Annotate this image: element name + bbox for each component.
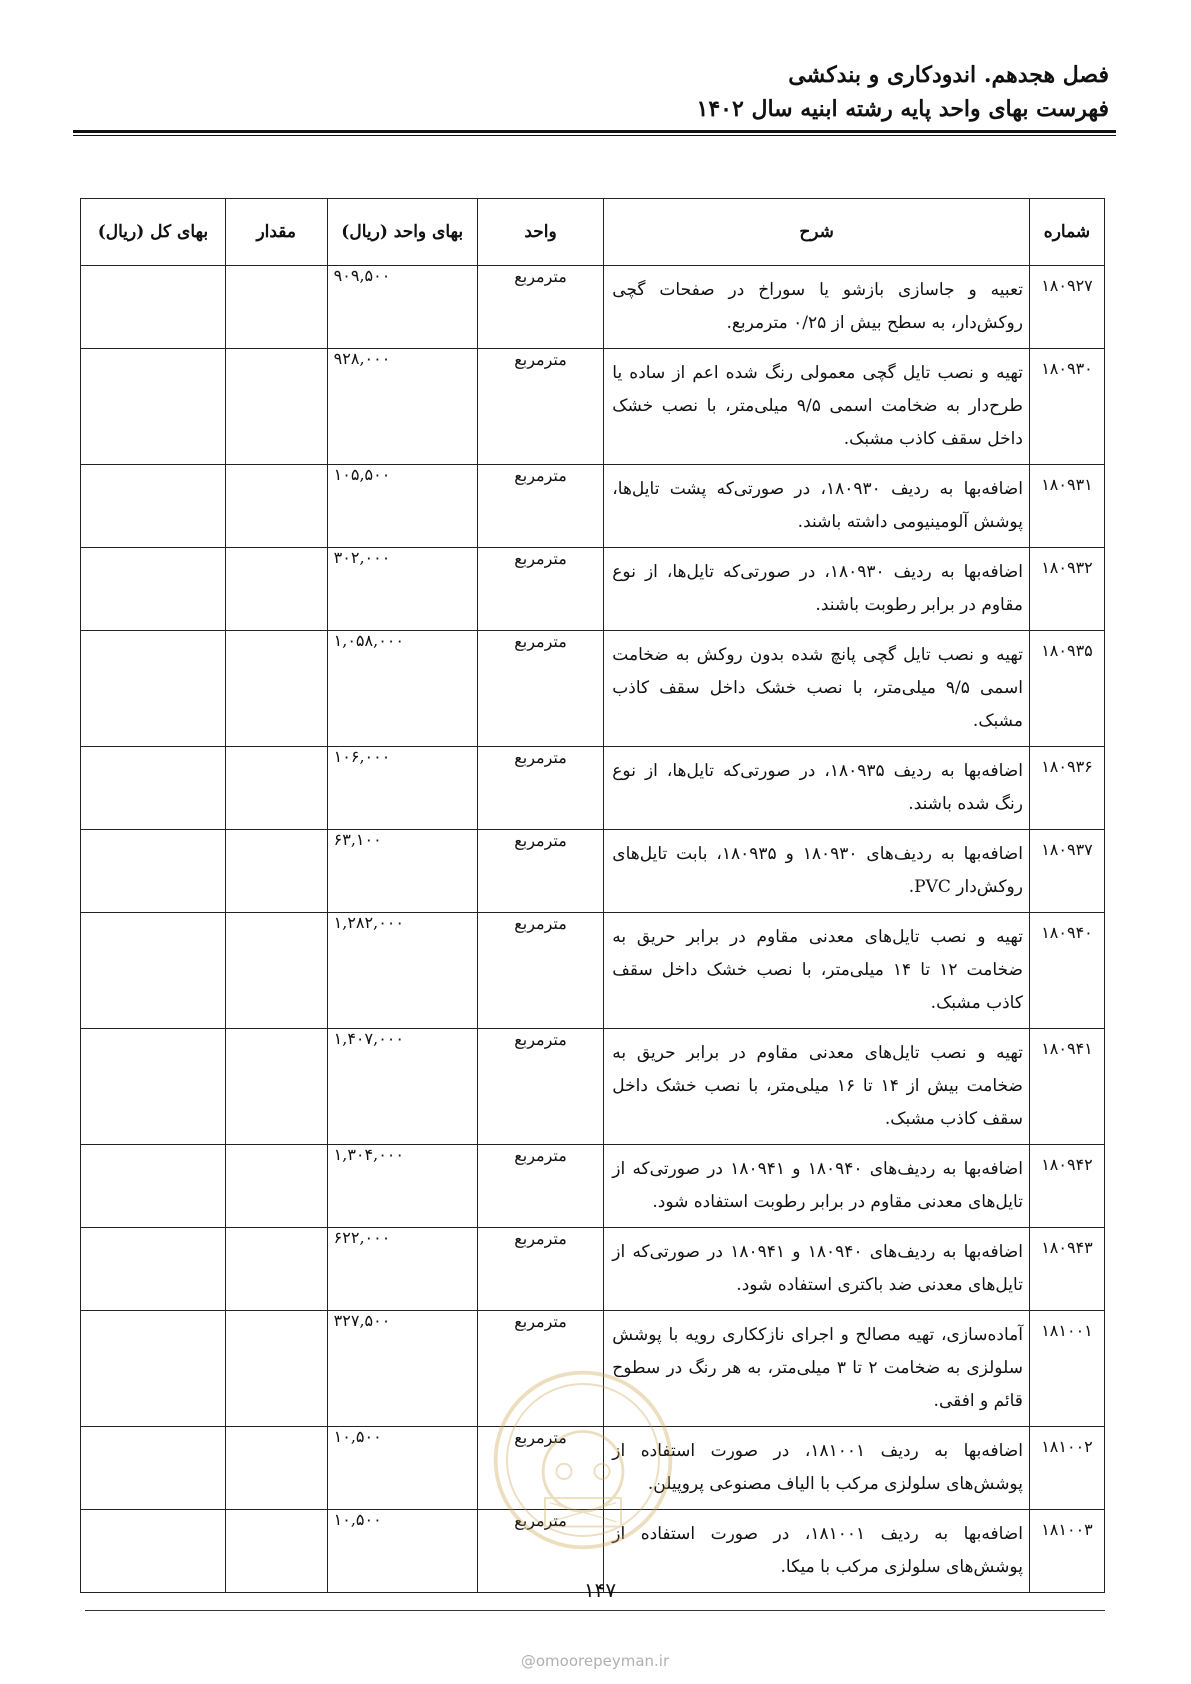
row-code: ۱۸۰۹۴۳ [1029,1228,1104,1311]
row-unit-price: ۱,۳۰۴,۰۰۰ [327,1145,477,1228]
table-row [81,913,1105,1029]
row-description: اضافه‌بها به ردیف ۱۸۱۰۰۱، در صورت استفاده از پوشش‌های سلولزی مرکب با الیاف مصنوعی پروپیلن. [604,1427,1030,1510]
row-unit: مترمربع [477,1427,604,1510]
row-description: اضافه‌بها به ردیف‌های ۱۸۰۹۳۰ و ۱۸۰۹۳۵، بابت تایل‌های روکش‌دار PVC. [604,830,1030,913]
row-unit-price: ۱۰۶,۰۰۰ [327,747,477,830]
row-unit-price: ۳۲۷,۵۰۰ [327,1311,477,1427]
row-unit-price: ۱۰۵,۵۰۰ [327,465,477,548]
table-row [81,266,1105,349]
row-description: تهیه و نصب تایل گچی معمولی رنگ شده اعم از ساده یا طرح‌دار به ضخامت اسمی ۹/۵ میلی‌متر، با نصب خشک داخل سقف کاذب مشبک. [604,349,1030,465]
row-total-price[interactable] [81,1145,226,1228]
col-header-total: بهای کل (ریال) [81,199,226,266]
row-total-price[interactable] [81,1311,226,1427]
row-description: تهیه و نصب تایل گچی پانچ شده بدون روکش به ضخامت اسمی ۹/۵ میلی‌متر، با نصب خشک داخل سقف کاذب مشبک. [604,631,1030,747]
row-code: ۱۸۰۹۳۰ [1029,349,1104,465]
row-description: اضافه‌بها به ردیف‌های ۱۸۰۹۴۰ و ۱۸۰۹۴۱ در صورتی‌که از تایل‌های معدنی ضد باکتری استفاده شود. [604,1228,1030,1311]
table-row [81,1311,1105,1427]
row-quantity[interactable] [225,1228,327,1311]
row-total-price[interactable] [81,1228,226,1311]
row-quantity[interactable] [225,1145,327,1228]
row-quantity[interactable] [225,747,327,830]
row-code: ۱۸۱۰۰۱ [1029,1311,1104,1427]
row-unit: مترمربع [477,349,604,465]
row-quantity[interactable] [225,548,327,631]
row-quantity[interactable] [225,830,327,913]
row-total-price[interactable] [81,631,226,747]
row-unit: مترمربع [477,465,604,548]
row-total-price[interactable] [81,747,226,830]
row-unit-price: ۱۰,۵۰۰ [327,1427,477,1510]
row-code: ۱۸۰۹۳۱ [1029,465,1104,548]
row-unit-price: ۹۰۹,۵۰۰ [327,266,477,349]
row-quantity[interactable] [225,1029,327,1145]
row-total-price[interactable] [81,465,226,548]
header-rule-thin [73,135,1116,136]
row-description: تهیه و نصب تایل‌های معدنی مقاوم در برابر حریق به ضخامت ۱۲ تا ۱۴ میلی‌متر، با نصب خشک داخل سقف کاذب مشبک. [604,913,1030,1029]
page-number: ۱۴۷ [583,1578,617,1602]
row-quantity[interactable] [225,266,327,349]
row-description: اضافه‌بها به ردیف ۱۸۰۹۳۰، در صورتی‌که پشت تایل‌ها، پوشش آلومینیومی داشته باشند. [604,465,1030,548]
row-unit: مترمربع [477,1145,604,1228]
price-list-table [80,198,1105,1593]
row-total-price[interactable] [81,1029,226,1145]
row-description: اضافه‌بها به ردیف ۱۸۰۹۳۵، در صورتی‌که تایل‌ها، از نوع رنگ شده باشند. [604,747,1030,830]
row-unit: مترمربع [477,913,604,1029]
row-code: ۱۸۰۹۳۲ [1029,548,1104,631]
table-row [81,1427,1105,1510]
row-unit-price: ۱,۰۵۸,۰۰۰ [327,631,477,747]
row-total-price[interactable] [81,830,226,913]
row-code: ۱۸۱۰۰۳ [1029,1510,1104,1593]
document-subtitle: فهرست بهای واحد پایه رشته ابنیه سال ۱۴۰۲ [696,96,1109,122]
row-code: ۱۸۱۰۰۲ [1029,1427,1104,1510]
header-rule-thick [73,130,1116,133]
table-row [81,1145,1105,1228]
row-code: ۱۸۰۹۴۰ [1029,913,1104,1029]
col-header-qty: مقدار [225,199,327,266]
row-unit-price: ۶۳,۱۰۰ [327,830,477,913]
table-row [81,1228,1105,1311]
table-row [81,1029,1105,1145]
footer-rule [85,1610,1105,1611]
website-watermark: @omoorepeyman.ir [520,1652,670,1670]
row-unit: مترمربع [477,830,604,913]
row-unit: مترمربع [477,1311,604,1427]
row-quantity[interactable] [225,1311,327,1427]
col-header-code: شماره [1029,199,1104,266]
table-row [81,830,1105,913]
row-quantity[interactable] [225,465,327,548]
row-description: اضافه‌بها به ردیف‌های ۱۸۰۹۴۰ و ۱۸۰۹۴۱ در صورتی‌که از تایل‌های معدنی مقاوم در برابر رطوبت استفاده شود. [604,1145,1030,1228]
table-row [81,548,1105,631]
row-total-price[interactable] [81,913,226,1029]
row-code: ۱۸۰۹۳۶ [1029,747,1104,830]
row-total-price[interactable] [81,266,226,349]
row-unit-price: ۹۲۸,۰۰۰ [327,349,477,465]
row-unit: مترمربع [477,1029,604,1145]
row-unit: مترمربع [477,747,604,830]
row-unit: مترمربع [477,1510,604,1593]
table-header-row [81,199,1105,266]
row-unit-price: ۶۲۲,۰۰۰ [327,1228,477,1311]
row-description: اضافه‌بها به ردیف ۱۸۱۰۰۱، در صورت استفاده از پوشش‌های سلولزی مرکب با میکا. [604,1510,1030,1593]
row-quantity[interactable] [225,631,327,747]
row-code: ۱۸۰۹۴۲ [1029,1145,1104,1228]
row-unit-price: ۱,۲۸۲,۰۰۰ [327,913,477,1029]
row-unit-price: ۳۰۲,۰۰۰ [327,548,477,631]
row-description: اضافه‌بها به ردیف ۱۸۰۹۳۰، در صورتی‌که تایل‌ها، از نوع مقاوم در برابر رطوبت باشند. [604,548,1030,631]
table-row [81,349,1105,465]
col-header-price: بهای واحد (ریال) [327,199,477,266]
row-unit-price: ۱۰,۵۰۰ [327,1510,477,1593]
row-quantity[interactable] [225,1427,327,1510]
row-unit: مترمربع [477,548,604,631]
row-quantity[interactable] [225,1510,327,1593]
row-unit: مترمربع [477,631,604,747]
row-code: ۱۸۰۹۲۷ [1029,266,1104,349]
row-total-price[interactable] [81,548,226,631]
row-unit: مترمربع [477,266,604,349]
row-total-price[interactable] [81,1427,226,1510]
row-quantity[interactable] [225,349,327,465]
table-row [81,465,1105,548]
chapter-title: فصل هجدهم. اندودکاری و بندکشی [788,62,1109,88]
row-code: ۱۸۰۹۳۷ [1029,830,1104,913]
row-total-price[interactable] [81,349,226,465]
col-header-unit: واحد [477,199,604,266]
row-unit-price: ۱,۴۰۷,۰۰۰ [327,1029,477,1145]
row-description: آماده‌سازی، تهیه مصالح و اجرای نازککاری رویه با پوشش سلولزی به ضخامت ۲ تا ۳ میلی‌متر، به هر رنگ در سطوح قائم و افقی. [604,1311,1030,1427]
row-description: تعبیه و جاسازی بازشو یا سوراخ در صفحات گچی روکش‌دار، به سطح بیش از ۰/۲۵ مترمربع. [604,266,1030,349]
col-header-desc: شرح [604,199,1030,266]
row-total-price[interactable] [81,1510,226,1593]
row-description: تهیه و نصب تایل‌های معدنی مقاوم در برابر حریق به ضخامت بیش از ۱۴ تا ۱۶ میلی‌متر، با نصب خشک داخل سقف کاذب مشبک. [604,1029,1030,1145]
table-row [81,747,1105,830]
row-quantity[interactable] [225,913,327,1029]
table-row [81,631,1105,747]
row-code: ۱۸۰۹۳۵ [1029,631,1104,747]
row-unit: مترمربع [477,1228,604,1311]
page-header [75,58,1109,126]
row-code: ۱۸۰۹۴۱ [1029,1029,1104,1145]
